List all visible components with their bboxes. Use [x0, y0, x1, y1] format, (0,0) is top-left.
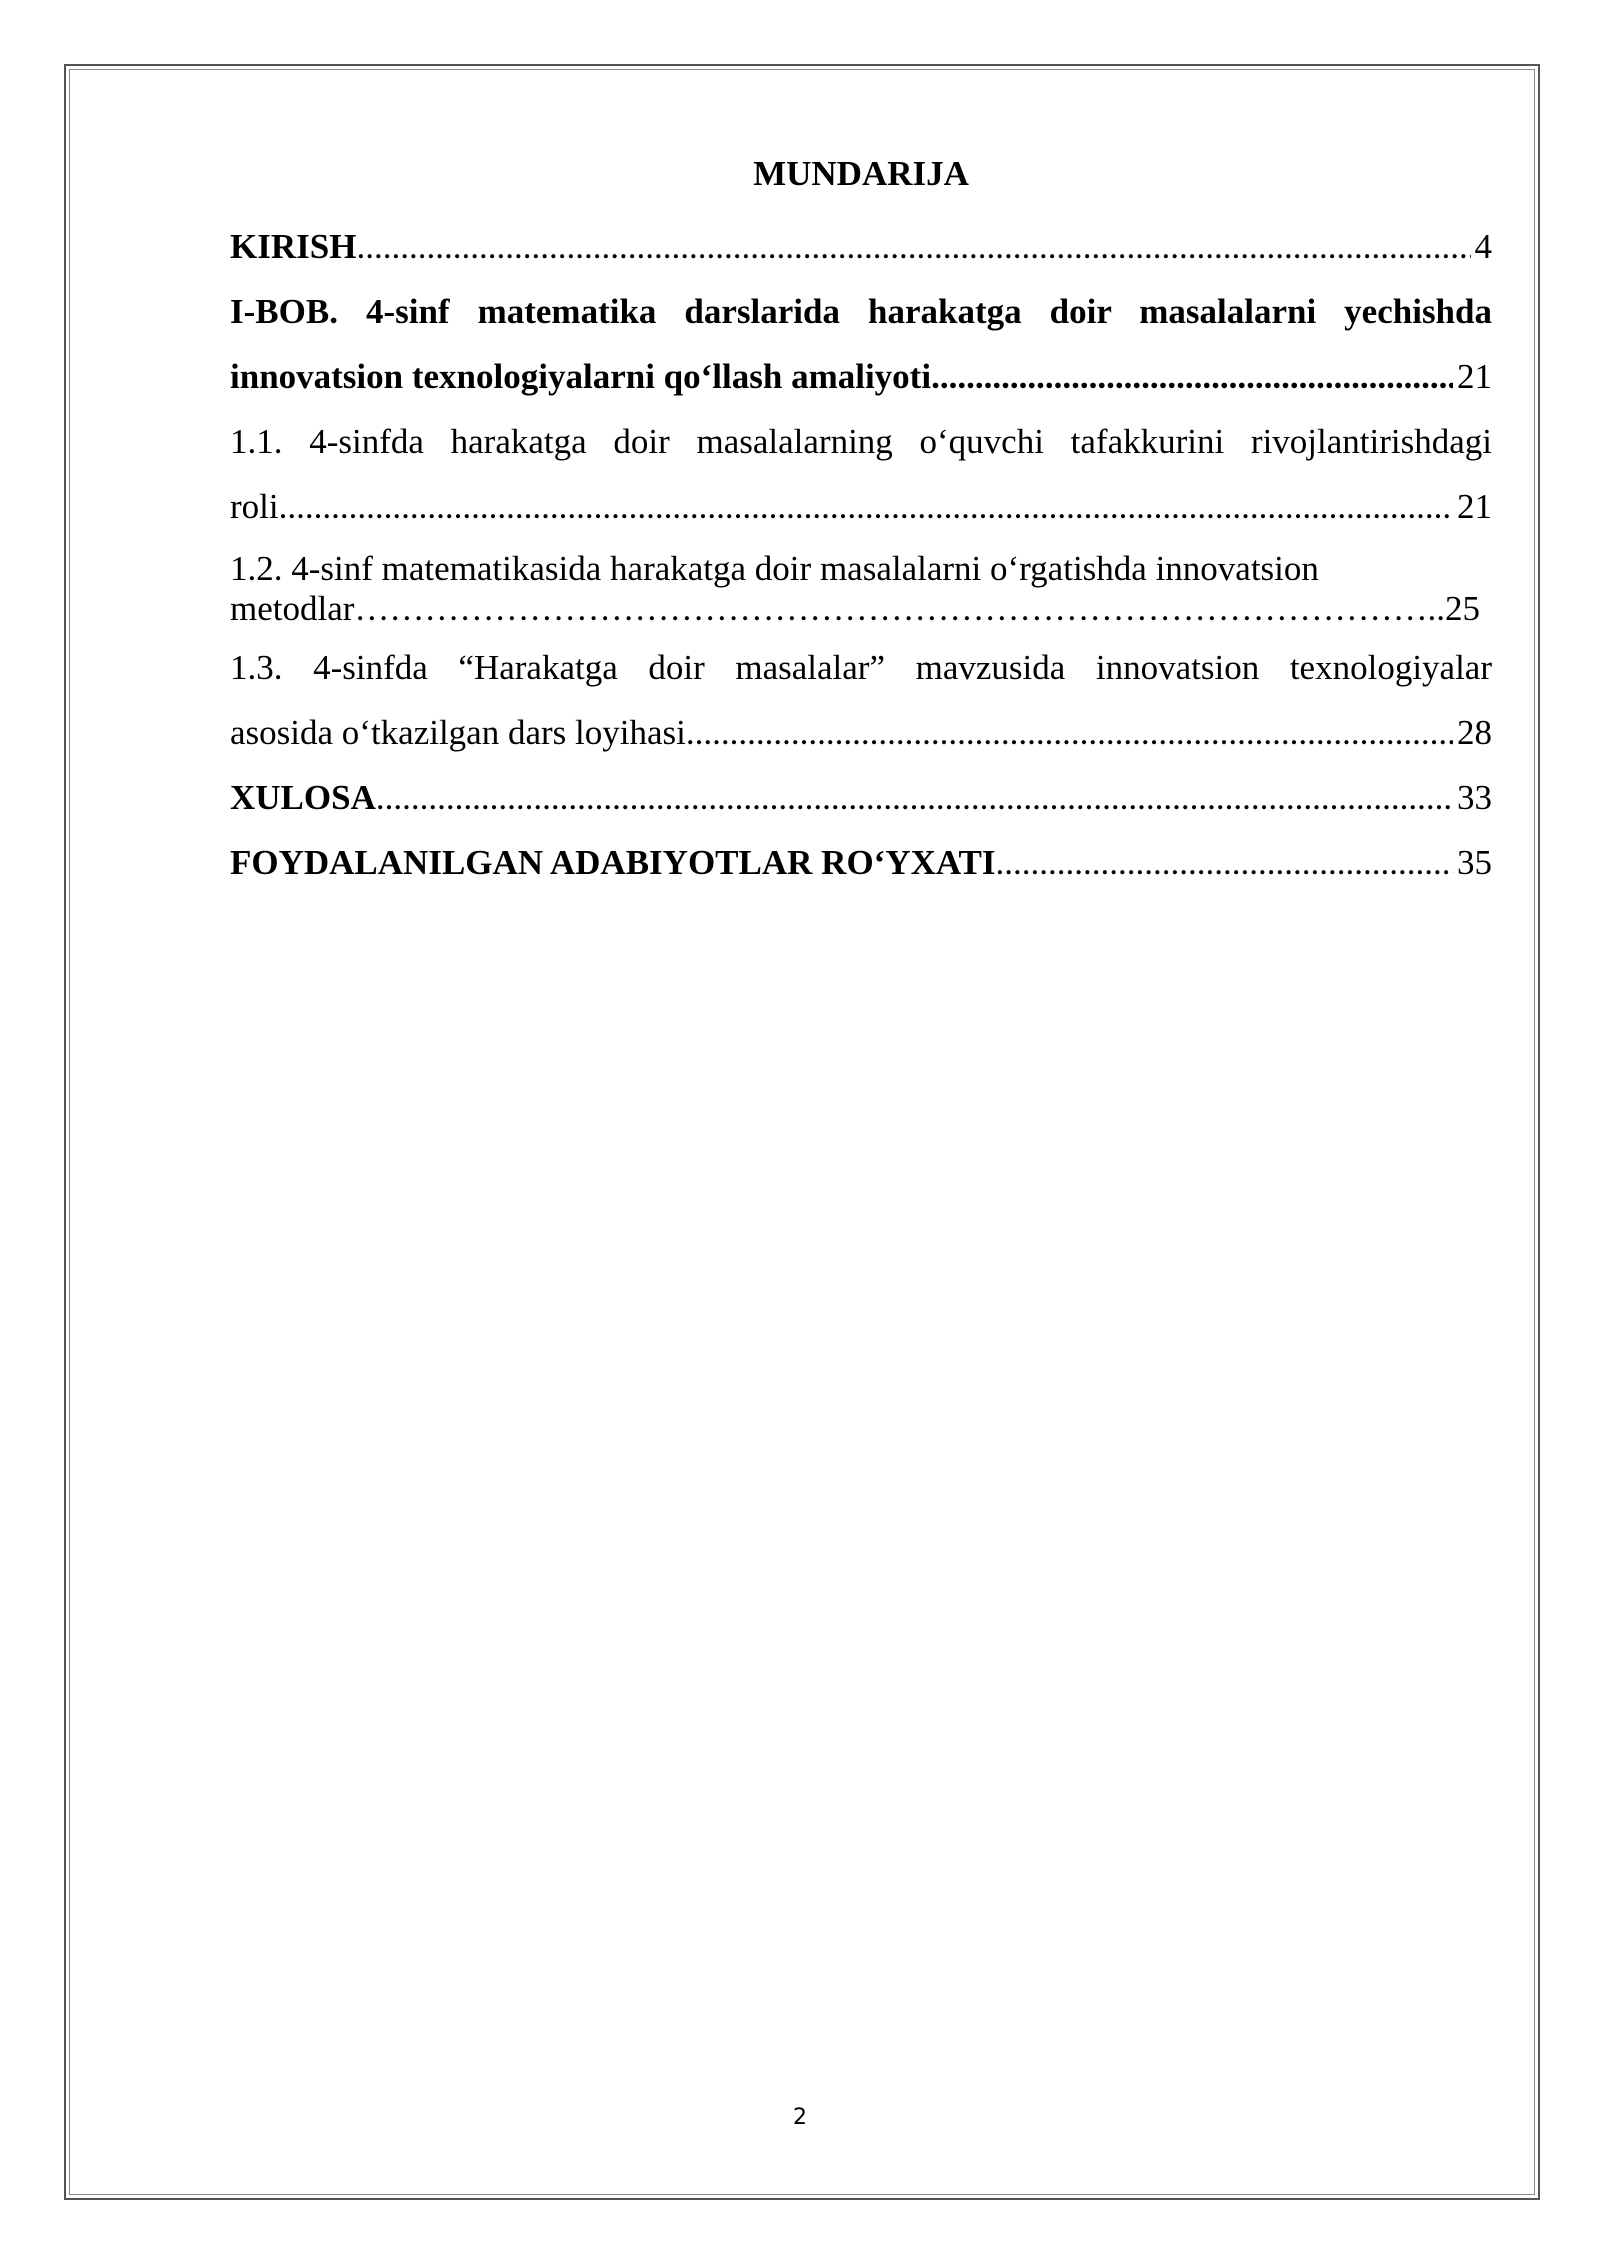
toc-entry-chapter-1[interactable]	[230, 279, 1492, 409]
toc-entry-label-continued: roli	[230, 487, 279, 526]
page-number: 2	[793, 2105, 807, 2130]
toc-entry-references[interactable]	[230, 830, 1492, 895]
toc-entry-xulosa[interactable]	[230, 765, 1492, 830]
toc-page-number: ..25	[1427, 589, 1480, 628]
toc-entry-section-1-1[interactable]	[230, 409, 1492, 539]
toc-entry-label: I-BOB. 4-sinf matematika darslarida harakatga doir masalalarni yechishda	[230, 292, 1492, 331]
dot-leader	[356, 214, 1470, 279]
toc-page-number: 33	[1457, 778, 1492, 817]
toc-entry-label: 1.2. 4-sinf matematikasida harakatga doir masalalarni o‘rgatishda innovatsion	[230, 549, 1319, 588]
table-of-contents	[230, 150, 1492, 895]
toc-title: MUNDARIJA	[753, 154, 969, 193]
toc-entry-label: FOYDALANILGAN ADABIYOTLAR RO‘YXATI	[230, 843, 996, 882]
toc-page-number: 21	[1457, 487, 1492, 526]
toc-page-number: 21	[1457, 357, 1492, 396]
dot-leader	[354, 589, 1423, 629]
dot-leader	[931, 344, 1453, 409]
toc-entry-section-1-3[interactable]	[230, 635, 1492, 765]
toc-page-number: 35	[1457, 843, 1492, 882]
toc-page-number: 4	[1474, 227, 1492, 266]
dot-leader	[376, 765, 1453, 830]
toc-entry-label: 1.3. 4-sinfda “Harakatga doir masalalar” mavzusida innovatsion texnologiyalar	[230, 648, 1492, 687]
dot-leader	[686, 700, 1453, 765]
toc-entry-section-1-2[interactable]	[230, 549, 1492, 629]
dot-leader	[996, 830, 1453, 895]
dot-leader	[279, 474, 1453, 539]
toc-entry-label: KIRISH	[230, 227, 357, 266]
toc-entry-label: 1.1. 4-sinfda harakatga doir masalalarning o‘quvchi tafakkurini rivojlantirishdagi	[230, 422, 1492, 461]
toc-page-number: 28	[1457, 713, 1492, 752]
toc-entry-label-continued: asosida o‘tkazilgan dars loyihasi	[230, 713, 686, 752]
toc-entry-label-continued: innovatsion texnologiyalarni qo‘llash amaliyoti	[230, 357, 932, 396]
toc-entry-kirish[interactable]	[230, 214, 1492, 279]
toc-entry-label-continued: metodlar	[230, 589, 355, 628]
toc-entry-label: XULOSA	[230, 778, 376, 817]
